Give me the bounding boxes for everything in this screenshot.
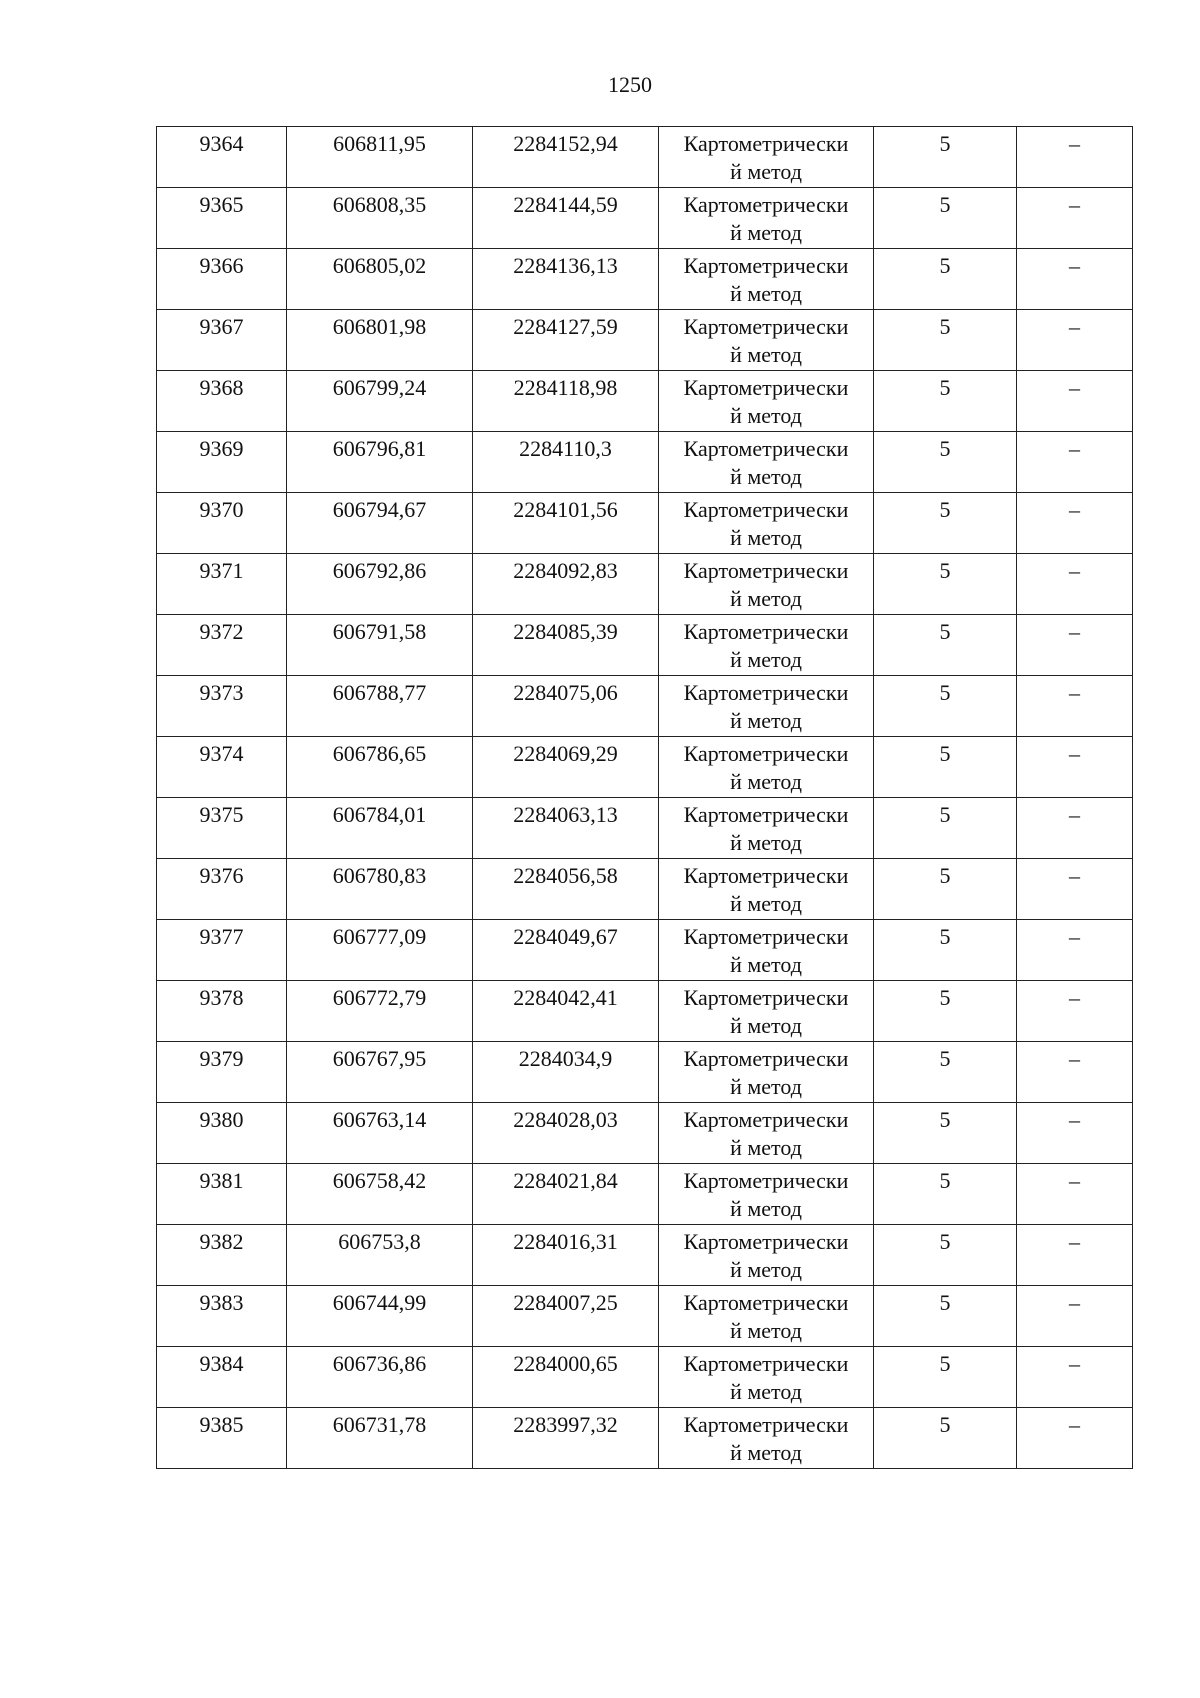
accuracy-cell: 5 xyxy=(874,981,1017,1042)
method-line-2: й метод xyxy=(730,1013,802,1038)
table-row xyxy=(157,1347,1133,1408)
method-line-1: Картометрически xyxy=(683,802,849,827)
point-number-cell: 9383 xyxy=(157,1286,287,1347)
method-line-1: Картометрически xyxy=(683,436,849,461)
method-cell xyxy=(659,737,874,798)
method-line-2: й метод xyxy=(730,769,802,794)
y-coordinate-cell: 2284144,59 xyxy=(473,188,659,249)
y-coordinate-cell: 2284110,3 xyxy=(473,432,659,493)
table-row xyxy=(157,798,1133,859)
point-number-cell: 9371 xyxy=(157,554,287,615)
method-line-1: Картометрически xyxy=(683,863,849,888)
method-line-1: Картометрически xyxy=(683,619,849,644)
y-coordinate-cell: 2284007,25 xyxy=(473,1286,659,1347)
note-cell: – xyxy=(1017,981,1133,1042)
accuracy-cell: 5 xyxy=(874,859,1017,920)
method-line-2: й метод xyxy=(730,647,802,672)
method-cell xyxy=(659,798,874,859)
accuracy-cell: 5 xyxy=(874,676,1017,737)
note-cell: – xyxy=(1017,188,1133,249)
method-line-1: Картометрически xyxy=(683,924,849,949)
accuracy-cell: 5 xyxy=(874,798,1017,859)
method-line-2: й метод xyxy=(730,891,802,916)
x-coordinate-cell: 606758,42 xyxy=(287,1164,473,1225)
method-line-1: Картометрически xyxy=(683,985,849,1010)
point-number-cell: 9382 xyxy=(157,1225,287,1286)
x-coordinate-cell: 606767,95 xyxy=(287,1042,473,1103)
method-line-1: Картометрически xyxy=(683,1412,849,1437)
accuracy-cell: 5 xyxy=(874,1103,1017,1164)
method-cell xyxy=(659,432,874,493)
y-coordinate-cell: 2284063,13 xyxy=(473,798,659,859)
method-line-1: Картометрически xyxy=(683,192,849,217)
y-coordinate-cell: 2284092,83 xyxy=(473,554,659,615)
x-coordinate-cell: 606753,8 xyxy=(287,1225,473,1286)
coordinates-table xyxy=(156,126,1133,1469)
method-line-2: й метод xyxy=(730,830,802,855)
method-cell xyxy=(659,371,874,432)
x-coordinate-cell: 606808,35 xyxy=(287,188,473,249)
y-coordinate-cell: 2284085,39 xyxy=(473,615,659,676)
table-row xyxy=(157,981,1133,1042)
method-line-2: й метод xyxy=(730,281,802,306)
x-coordinate-cell: 606777,09 xyxy=(287,920,473,981)
x-coordinate-cell: 606792,86 xyxy=(287,554,473,615)
method-cell xyxy=(659,981,874,1042)
x-coordinate-cell: 606763,14 xyxy=(287,1103,473,1164)
method-line-1: Картометрически xyxy=(683,680,849,705)
accuracy-cell: 5 xyxy=(874,1408,1017,1469)
table-row xyxy=(157,554,1133,615)
method-line-2: й метод xyxy=(730,525,802,550)
method-cell xyxy=(659,1164,874,1225)
point-number-cell: 9373 xyxy=(157,676,287,737)
method-cell xyxy=(659,493,874,554)
note-cell: – xyxy=(1017,1347,1133,1408)
method-line-1: Картометрически xyxy=(683,1290,849,1315)
table-row xyxy=(157,127,1133,188)
accuracy-cell: 5 xyxy=(874,1347,1017,1408)
method-cell xyxy=(659,188,874,249)
note-cell: – xyxy=(1017,1103,1133,1164)
x-coordinate-cell: 606780,83 xyxy=(287,859,473,920)
table-row xyxy=(157,737,1133,798)
method-cell xyxy=(659,1225,874,1286)
table-row xyxy=(157,249,1133,310)
note-cell: – xyxy=(1017,920,1133,981)
method-line-2: й метод xyxy=(730,1074,802,1099)
method-cell xyxy=(659,615,874,676)
method-cell xyxy=(659,1408,874,1469)
accuracy-cell: 5 xyxy=(874,371,1017,432)
method-cell xyxy=(659,1286,874,1347)
table-row xyxy=(157,310,1133,371)
point-number-cell: 9369 xyxy=(157,432,287,493)
y-coordinate-cell: 2284000,65 xyxy=(473,1347,659,1408)
y-coordinate-cell: 2284152,94 xyxy=(473,127,659,188)
page-number: 1250 xyxy=(608,72,652,97)
point-number-cell: 9366 xyxy=(157,249,287,310)
method-line-2: й метод xyxy=(730,1440,802,1465)
method-line-2: й метод xyxy=(730,220,802,245)
method-line-1: Картометрически xyxy=(683,497,849,522)
method-cell xyxy=(659,310,874,371)
method-cell xyxy=(659,1103,874,1164)
method-line-1: Картометрически xyxy=(683,1351,849,1376)
note-cell: – xyxy=(1017,310,1133,371)
y-coordinate-cell: 2284118,98 xyxy=(473,371,659,432)
note-cell: – xyxy=(1017,1042,1133,1103)
x-coordinate-cell: 606811,95 xyxy=(287,127,473,188)
accuracy-cell: 5 xyxy=(874,432,1017,493)
method-cell xyxy=(659,554,874,615)
accuracy-cell: 5 xyxy=(874,920,1017,981)
point-number-cell: 9370 xyxy=(157,493,287,554)
method-line-1: Картометрически xyxy=(683,1107,849,1132)
method-cell xyxy=(659,859,874,920)
method-cell xyxy=(659,676,874,737)
x-coordinate-cell: 606794,67 xyxy=(287,493,473,554)
note-cell: – xyxy=(1017,249,1133,310)
x-coordinate-cell: 606744,99 xyxy=(287,1286,473,1347)
note-cell: – xyxy=(1017,737,1133,798)
table-row xyxy=(157,371,1133,432)
table-row xyxy=(157,188,1133,249)
note-cell: – xyxy=(1017,371,1133,432)
y-coordinate-cell: 2284056,58 xyxy=(473,859,659,920)
method-line-2: й метод xyxy=(730,464,802,489)
method-line-1: Картометрически xyxy=(683,131,849,156)
note-cell: – xyxy=(1017,127,1133,188)
x-coordinate-cell: 606784,01 xyxy=(287,798,473,859)
point-number-cell: 9374 xyxy=(157,737,287,798)
point-number-cell: 9385 xyxy=(157,1408,287,1469)
x-coordinate-cell: 606736,86 xyxy=(287,1347,473,1408)
table-row xyxy=(157,920,1133,981)
x-coordinate-cell: 606772,79 xyxy=(287,981,473,1042)
accuracy-cell: 5 xyxy=(874,1164,1017,1225)
y-coordinate-cell: 2284016,31 xyxy=(473,1225,659,1286)
accuracy-cell: 5 xyxy=(874,493,1017,554)
y-coordinate-cell: 2284042,41 xyxy=(473,981,659,1042)
method-line-1: Картометрически xyxy=(683,1168,849,1193)
method-line-2: й метод xyxy=(730,708,802,733)
y-coordinate-cell: 2284075,06 xyxy=(473,676,659,737)
y-coordinate-cell: 2284021,84 xyxy=(473,1164,659,1225)
point-number-cell: 9367 xyxy=(157,310,287,371)
accuracy-cell: 5 xyxy=(874,554,1017,615)
table-row xyxy=(157,1408,1133,1469)
table-row xyxy=(157,432,1133,493)
accuracy-cell: 5 xyxy=(874,127,1017,188)
table-row xyxy=(157,493,1133,554)
point-number-cell: 9384 xyxy=(157,1347,287,1408)
method-line-1: Картометрически xyxy=(683,1229,849,1254)
accuracy-cell: 5 xyxy=(874,737,1017,798)
y-coordinate-cell: 2284069,29 xyxy=(473,737,659,798)
method-line-2: й метод xyxy=(730,1379,802,1404)
note-cell: – xyxy=(1017,1164,1133,1225)
method-cell xyxy=(659,920,874,981)
table-row xyxy=(157,676,1133,737)
accuracy-cell: 5 xyxy=(874,1225,1017,1286)
y-coordinate-cell: 2284101,56 xyxy=(473,493,659,554)
table-row xyxy=(157,1164,1133,1225)
accuracy-cell: 5 xyxy=(874,615,1017,676)
table-row xyxy=(157,1042,1133,1103)
method-line-2: й метод xyxy=(730,1135,802,1160)
accuracy-cell: 5 xyxy=(874,188,1017,249)
note-cell: – xyxy=(1017,1225,1133,1286)
y-coordinate-cell: 2283997,32 xyxy=(473,1408,659,1469)
table-row xyxy=(157,1103,1133,1164)
x-coordinate-cell: 606801,98 xyxy=(287,310,473,371)
point-number-cell: 9378 xyxy=(157,981,287,1042)
point-number-cell: 9380 xyxy=(157,1103,287,1164)
note-cell: – xyxy=(1017,859,1133,920)
point-number-cell: 9372 xyxy=(157,615,287,676)
point-number-cell: 9364 xyxy=(157,127,287,188)
table-row xyxy=(157,859,1133,920)
note-cell: – xyxy=(1017,493,1133,554)
method-line-2: й метод xyxy=(730,1196,802,1221)
accuracy-cell: 5 xyxy=(874,1286,1017,1347)
method-cell xyxy=(659,249,874,310)
y-coordinate-cell: 2284034,9 xyxy=(473,1042,659,1103)
point-number-cell: 9379 xyxy=(157,1042,287,1103)
method-line-1: Картометрически xyxy=(683,741,849,766)
accuracy-cell: 5 xyxy=(874,1042,1017,1103)
method-cell xyxy=(659,127,874,188)
note-cell: – xyxy=(1017,676,1133,737)
point-number-cell: 9368 xyxy=(157,371,287,432)
point-number-cell: 9375 xyxy=(157,798,287,859)
y-coordinate-cell: 2284049,67 xyxy=(473,920,659,981)
method-line-2: й метод xyxy=(730,1257,802,1282)
x-coordinate-cell: 606786,65 xyxy=(287,737,473,798)
note-cell: – xyxy=(1017,798,1133,859)
y-coordinate-cell: 2284127,59 xyxy=(473,310,659,371)
method-cell xyxy=(659,1042,874,1103)
method-cell xyxy=(659,1347,874,1408)
y-coordinate-cell: 2284136,13 xyxy=(473,249,659,310)
x-coordinate-cell: 606796,81 xyxy=(287,432,473,493)
method-line-2: й метод xyxy=(730,952,802,977)
point-number-cell: 9376 xyxy=(157,859,287,920)
point-number-cell: 9365 xyxy=(157,188,287,249)
table-body xyxy=(157,127,1133,1469)
method-line-2: й метод xyxy=(730,403,802,428)
table-row xyxy=(157,615,1133,676)
x-coordinate-cell: 606805,02 xyxy=(287,249,473,310)
x-coordinate-cell: 606791,58 xyxy=(287,615,473,676)
table-row xyxy=(157,1225,1133,1286)
method-line-1: Картометрически xyxy=(683,253,849,278)
method-line-1: Картометрически xyxy=(683,558,849,583)
method-line-2: й метод xyxy=(730,586,802,611)
accuracy-cell: 5 xyxy=(874,249,1017,310)
point-number-cell: 9381 xyxy=(157,1164,287,1225)
x-coordinate-cell: 606788,77 xyxy=(287,676,473,737)
method-line-1: Картометрически xyxy=(683,314,849,339)
point-number-cell: 9377 xyxy=(157,920,287,981)
method-line-1: Картометрически xyxy=(683,1046,849,1071)
note-cell: – xyxy=(1017,554,1133,615)
note-cell: – xyxy=(1017,1286,1133,1347)
method-line-2: й метод xyxy=(730,342,802,367)
table-row xyxy=(157,1286,1133,1347)
method-line-2: й метод xyxy=(730,159,802,184)
note-cell: – xyxy=(1017,1408,1133,1469)
y-coordinate-cell: 2284028,03 xyxy=(473,1103,659,1164)
method-line-1: Картометрически xyxy=(683,375,849,400)
note-cell: – xyxy=(1017,615,1133,676)
note-cell: – xyxy=(1017,432,1133,493)
method-line-2: й метод xyxy=(730,1318,802,1343)
x-coordinate-cell: 606799,24 xyxy=(287,371,473,432)
x-coordinate-cell: 606731,78 xyxy=(287,1408,473,1469)
accuracy-cell: 5 xyxy=(874,310,1017,371)
